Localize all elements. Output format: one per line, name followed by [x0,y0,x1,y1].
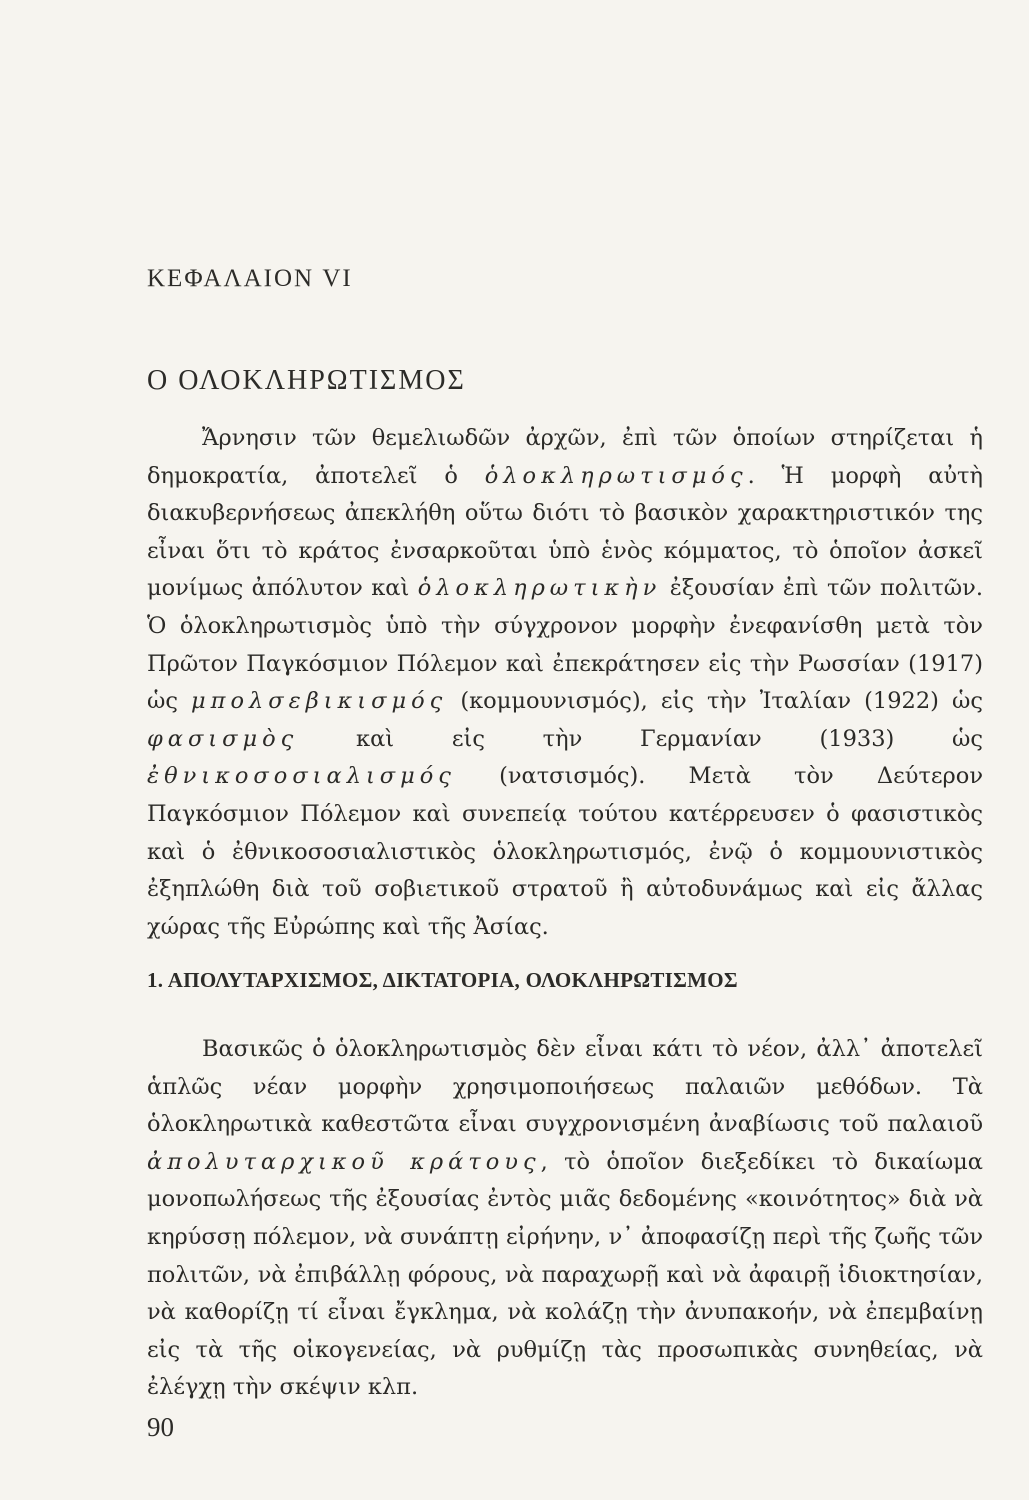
emphasis-term: μπολσεβικισμός [191,688,448,715]
intro-paragraph [147,420,983,946]
emphasis-term: ὁλοκληρωτισμός [484,462,748,489]
intro-text-2: . Ἡ μορφὴ αὐτὴ διακυβερνήσεως ἀπεκλήθη οὕτω διότι τὸ βασικὸν χαρακτηριστικόν της εἶναι ὅτι τὸ κράτος ἐνσαρκοῦται ὑπὸ ἑνὸς κόμματος, τὸ ὁποῖον ἀσκεῖ μονίμως ἀπόλυτον καὶ [147,462,983,602]
chapter-label: ΚΕΦΑΛΑΙΟΝ VI [147,265,353,292]
intro-text-4: (κομμουνισμός), εἰς τὴν Ἰταλίαν (1922) ὡς [447,688,983,715]
emphasis-term: ἀπολυταρχικοῦ κράτους [147,1148,541,1175]
emphasis-term: ὁλοκληρωτικὴν [417,575,662,602]
section-text-1: Βασικῶς ὁ ὁλοκληρωτισμὸς δὲν εἶναι κάτι τὸ νέον, ἀλλ᾽ ἀποτελεῖ ἁπλῶς νέαν μορφὴν χρησιμοποιήσεως παλαιῶν μεθόδων. Τὰ ὁλοκληρωτικὰ καθεστῶτα εἶναι συγχρονισμένη ἀναβίωσις τοῦ παλαιοῦ [147,1036,983,1138]
intro-text-6: (νατσισμός). Μετὰ τὸν Δεύτερον Παγκόσμιον Πόλεμον καὶ συνεπείᾳ τούτου κατέρρευσεν ὁ φασιστικὸς καὶ ὁ ἐθνικοσοσιαλιστικὸς ὁλοκληρωτισμός, ἐνῷ ὁ κομμουνιστικὸς ἐξηπλώθη διὰ τοῦ σοβιετικοῦ στρατοῦ ἢ αὐτοδυνάμως καὶ εἰς ἄλλας χώρας τῆς Εὐρώπης καὶ τῆς Ἀσίας. [147,763,983,940]
chapter-title: Ο ΟΛΟΚΛΗΡΩΤΙΣΜΟΣ [147,365,466,396]
section-heading: 1. ΑΠΟΛΥΤΑΡΧΙΣΜΟΣ, ΔΙΚΤΑΤΟΡΙΑ, ΟΛΟΚΛΗΡΩΤΙΣΜΟΣ [147,968,738,992]
intro-text-3: ἐξουσίαν ἐπὶ τῶν πολιτῶν. Ὁ ὁλοκληρωτισμὸς ὑπὸ τὴν σύγχρονον μορφὴν ἐνεφανίσθη μετὰ τὸν Πρῶτον Παγκόσμιον Πόλεμον καὶ ἐπεκράτησεν εἰς τὴν Ρωσσίαν (1917) ὡς [147,575,983,715]
page-number: 90 [147,1412,174,1442]
section-paragraph [147,1031,983,1407]
emphasis-term: φασισμὸς [147,725,299,752]
emphasis-term: ἐθνικοσοσιαλισμός [147,763,456,790]
intro-text-1: Ἄρνησιν τῶν θεμελιωδῶν ἀρχῶν, ἐπὶ τῶν ὁποίων στηρίζεται ἡ δημοκρατία, ἀποτελεῖ ὁ [147,425,983,489]
intro-text-5: καὶ εἰς τὴν Γερμανίαν (1933) ὡς [298,725,983,752]
section-text-2: , τὸ ὁποῖον διεξεδίκει τὸ δικαίωμα μονοπωλήσεως τῆς ἐξουσίας ἐντὸς μιᾶς δεδομένης «κοινότητος» διὰ νὰ κηρύσσῃ πόλεμον, νὰ συνάπτῃ εἰρήνην, ν᾽ ἀποφασίζῃ περὶ τῆς ζωῆς τῶν πολιτῶν, νὰ ἐπιβάλλῃ φόρους, νὰ παραχωρῇ καὶ νὰ ἀφαιρῇ ἰδιοκτησίαν, νὰ καθορίζῃ τί εἶναι ἔγκλημα, νὰ κολάζῃ τὴν ἀνυπακοήν, νὰ ἐπεμβαίνῃ εἰς τὰ τῆς οἰκογενείας, νὰ ρυθμίζῃ τὰς προσωπικὰς συνηθείας, νὰ ἐλέγχῃ τὴν σκέψιν κλπ. [147,1148,984,1401]
